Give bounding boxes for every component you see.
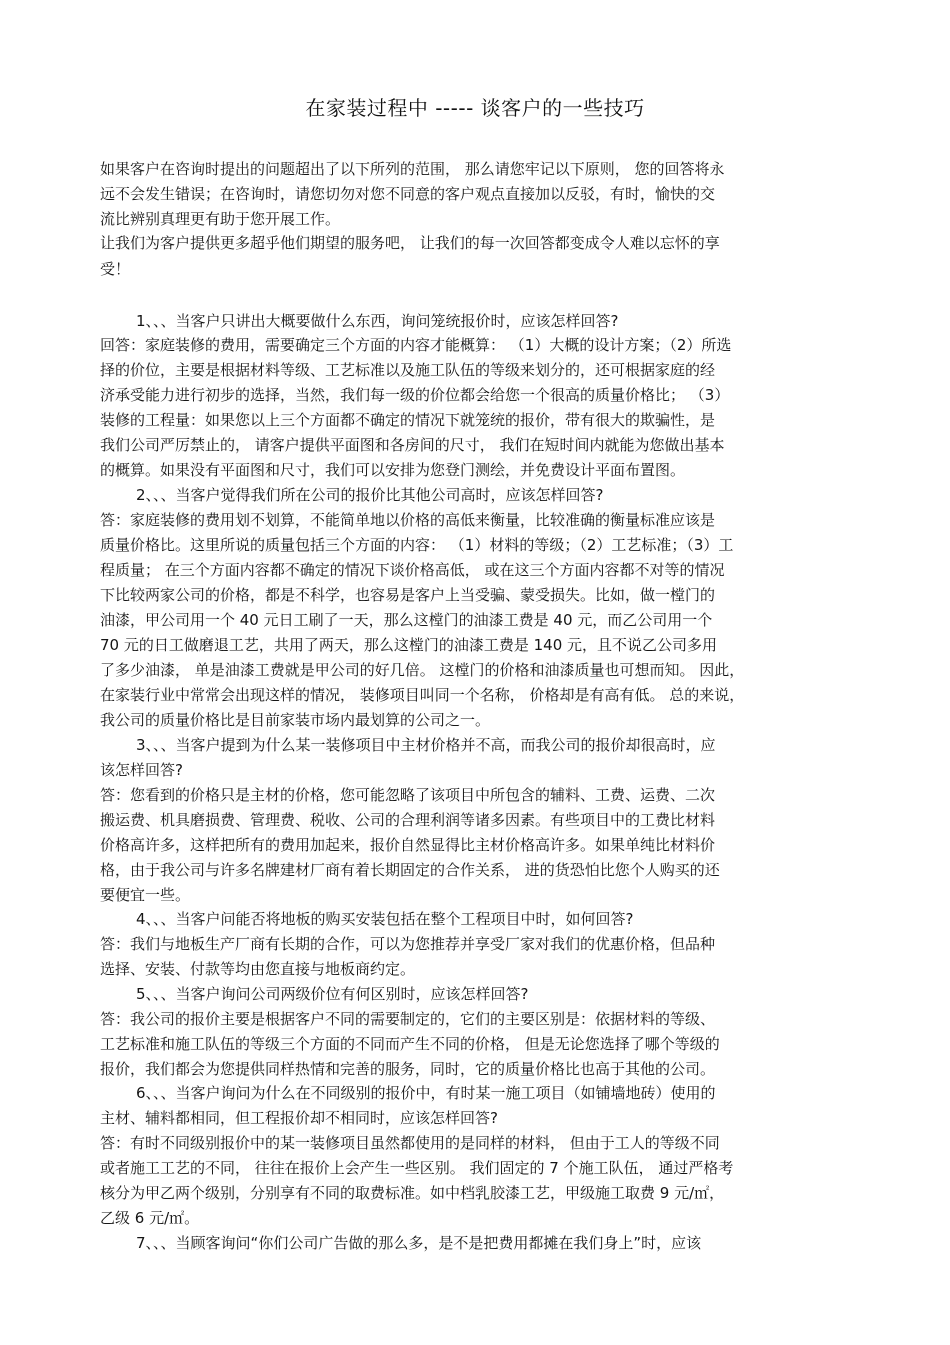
text-line: 或者施工工艺的不同， 往往在报价上会产生一些区别。 我们固定的 7 个施工队伍， 通过严格考 [100,1159,734,1177]
question-heading: 7、、、当顾客询问“你们公司广告做的那么多，是不是把费用都摊在我们身上”时，应该 [136,1234,702,1252]
text-line: 该怎样回答? [100,761,183,779]
text-line: 在家装行业中常常会出现这样的情况， 装修项目叫同一个名称， 价格却是有高有低。 总的来说， [100,686,745,704]
text-line: 主材、辅料都相同，但工程报价却不相同时，应该怎样回答? [100,1109,498,1127]
text-line: 选择、安装、付款等均由您直接与地板商约定。 [100,960,416,978]
text-line: 如果客户在咨询时提出的问题超出了以下所列的范围， 那么请您牢记以下原则， 您的回答将永 [100,160,725,178]
text-line: 70 元的日工做磨退工艺，共用了两天，那么这樘门的油漆工费是 140 元，且不说乙公司多用 [100,636,718,654]
question-heading: 2、、、当客户觉得我们所在公司的报价比其他公司高时，应该怎样回答? [136,486,604,504]
page-title: 在家装过程中 ----- 谈客户的一些技巧 [305,96,645,120]
text-line: 工艺标准和施工队伍的等级三个方面的不同而产生不同的价格， 但是无论您选择了哪个等级的 [100,1035,720,1053]
text-line: 价格高许多，这样把所有的费用加起来，报价自然显得比主材价格高许多。如果单纯比材料价 [100,836,716,854]
question-heading: 5、、、当客户询问公司两级价位有何区别时，应该怎样回答? [136,985,529,1003]
text-line: 搬运费、机具磨损费、管理费、税收、公司的合理利润等诸多因素。有些项目中的工费比材料 [100,811,716,829]
text-line: 核分为甲乙两个级别，分别享有不同的取费标准。如中档乳胶漆工艺，甲级施工取费 9 元/㎡， [100,1184,725,1202]
text-line: 要便宜一些。 [100,886,191,904]
text-line: 答：我们与地板生产厂商有长期的合作，可以为您推荐并享受厂家对我们的优惠价格，但品种 [100,935,716,953]
text-line: 的概算。如果没有平面图和尺寸，我们可以安排为您登门测绘，并免费设计平面布置图。 [100,461,686,479]
question-heading: 1、、、当客户只讲出大概要做什么东西，询问笼统报价时，应该怎样回答? [136,312,619,330]
text-line: 远不会发生错误；在咨询时，请您切勿对您不同意的客户观点直接加以反驳，有时，愉快的交 [100,185,716,203]
text-line: 装修的工程量：如果您以上三个方面都不确定的情况下就笼统的报价，带有很大的欺骗性，是 [100,411,716,429]
text-line: 受！ [100,260,131,278]
text-line: 济承受能力进行初步的选择，当然，我们每一级的价位都会给您一个很高的质量价格比； （3） [100,386,730,404]
text-line: 油漆，甲公司用一个 40 元日工刷了一天，那么这樘门的油漆工费是 40 元，而乙公司用一个 [100,611,713,629]
text-line: 程质量； 在三个方面内容都不确定的情况下谈价格高低， 或在这三个方面内容都不对等的情况 [100,561,725,579]
text-line: 了多少油漆， 单是油漆工费就是甲公司的好几倍。 这樘门的价格和油漆质量也可想而知。 因此， [100,661,745,679]
text-line: 回答：家庭装修的费用，需要确定三个方面的内容才能概算： （1）大概的设计方案；（2）所选 [100,336,732,354]
text-line: 我们公司严厉禁止的， 请客户提供平面图和各房间的尺寸， 我们在短时间内就能为您做出基本 [100,436,725,454]
text-line: 答：有时不同级别报价中的某一装修项目虽然都使用的是同样的材料， 但由于工人的等级不同 [100,1134,720,1152]
text-line: 报价，我们都会为您提供同样热情和完善的服务，同时，它的质量价格比也高于其他的公司。 [100,1060,716,1078]
text-line: 质量价格比。这里所说的质量包括三个方面的内容： （1）材料的等级；（2）工艺标准；（3）工 [100,536,734,554]
text-line: 让我们为客户提供更多超乎他们期望的服务吧， 让我们的每一次回答都变成令人难以忘怀的享 [100,234,720,252]
question-heading: 3、、、当客户提到为什么某一装修项目中主材价格并不高，而我公司的报价却很高时，应 [136,736,716,754]
text-line: 择的价位，主要是根据材料等级、工艺标准以及施工队伍的等级来划分的，还可根据家庭的经 [100,361,716,379]
text-line: 答：家庭装修的费用划不划算，不能简单地以价格的高低来衡量，比较准确的衡量标准应该是 [100,511,716,529]
text-line: 流比辨别真理更有助于您开展工作。 [100,210,341,228]
text-line: 答：我公司的报价主要是根据客户不同的需要制定的，它们的主要区别是：依据材料的等级、 [100,1010,716,1028]
question-heading: 4、、、当客户问能否将地板的购买安装包括在整个工程项目中时，如何回答? [136,910,634,928]
text-line: 格，由于我公司与许多名牌建材厂商有着长期固定的合作关系， 进的货恐怕比您个人购买的还 [100,861,720,879]
text-line: 下比较两家公司的价格，都是不科学，也容易是客户上当受骗、蒙受损失。比如，做一樘门的 [100,586,716,604]
question-heading: 6、、、当客户询问为什么在不同级别的报价中，有时某一施工项目（如铺墙地砖）使用的 [136,1084,716,1102]
text-line: 我公司的质量价格比是目前家装市场内最划算的公司之一。 [100,711,491,729]
text-line: 答：您看到的价格只是主材的价格，您可能忽略了该项目中所包含的辅料、工费、运费、二次 [100,786,716,804]
text-line: 乙级 6 元/㎡。 [100,1209,200,1227]
